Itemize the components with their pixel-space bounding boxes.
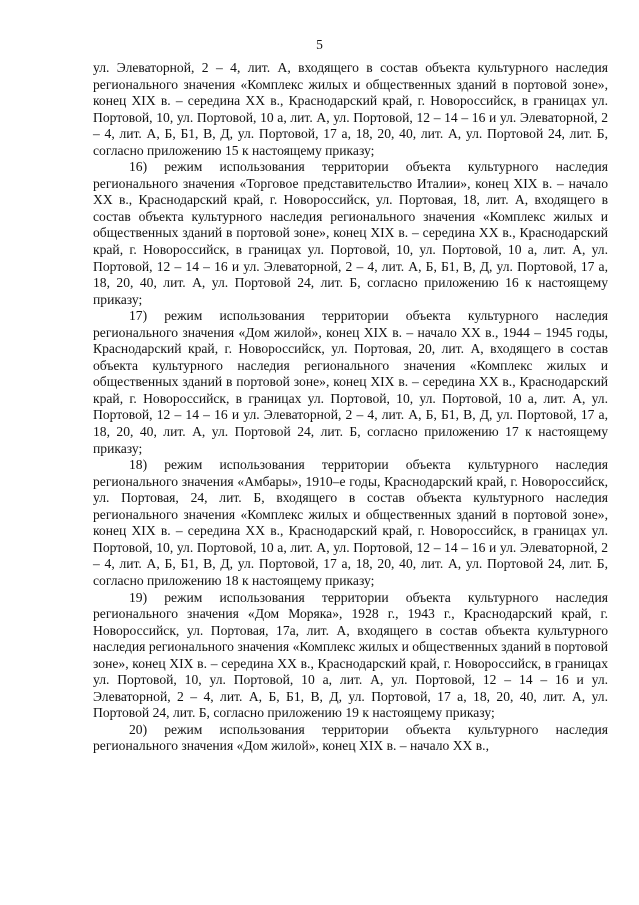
page-number: 5 <box>316 37 323 52</box>
body-text <box>93 60 608 755</box>
paragraph-item-17: 17) режим использования территории объекта культурного наследия регионального значения «Дом жилой», конец XIX в. – начало XX в., 1944 – 1945 годы, Краснодарский край, г. Новороссийск, ул. Портовая, 20, лит. А, входящего в состав объекта культурного наследия регионального значения «Комплекс жилых и общественных зданий в портовой зоне», конец XIX в. – середина XX в., Краснодарский край, г. Новороссийск, в границах ул. Портовой, 10, ул. Портовой, 10 а, лит. А, ул. Портовой, 12 – 14 – 16 и ул. Элеваторной, 2 – 4, лит. А, Б, Б1, В, Д, ул. Портовой, 17 а, 18, 20, 40, лит. А, ул. Портовой 24, лит. Б, согласно приложению 17 к настоящему приказу; <box>93 308 608 456</box>
paragraph-item-19: 19) режим использования территории объекта культурного наследия регионального значения «Дом Моряка», 1928 г., 1943 г., Краснодарский край, г. Новороссийск, ул. Портовая, 17а, лит. А, входящего в состав объекта культурного наследия регионального значения «Комплекс жилых и общественных зданий в портовой зоне», конец XIX в. – середина XX в., Краснодарский край, г. Новороссийск, в границах ул. Портовой, 10, ул. Портовой, 10 а, лит. А, ул. Портовой, 12 – 14 – 16 и ул. Элеваторной, 2 – 4, лит. А, Б, Б1, В, Д, ул. Портовой, 17 а, 18, 20, 40, лит. А, ул. Портовой 24, лит. Б, согласно приложению 19 к настоящему приказу; <box>93 589 608 721</box>
paragraph-continuation-15: ул. Элеваторной, 2 – 4, лит. А, входящего в состав объекта культурного наследия регионального значения «Комплекс жилых и общественных зданий в портовой зоне», конец XIX в. – середина XX в., Краснодарский край, г. Новороссийск, в границах ул. Портовой, 10, ул. Портовой, 10 а, лит. А, ул. Портовой, 12 – 14 – 16 и ул. Элеваторной, 2 – 4, лит. А, Б, Б1, В, Д, ул. Портовой, 17 а, 18, 20, 40, лит. А, ул. Портовой 24, лит. Б, согласно приложению 15 к настоящему приказу; <box>93 60 608 158</box>
paragraph-item-16: 16) режим использования территории объекта культурного наследия регионального значения «Торговое представительство Италии», конец XIX в. – начало XX в., Краснодарский край, г. Новороссийск, ул. Портовая, 18, лит. А, входящего в состав объекта культурного наследия регионального значения «Комплекс жилых и общественных зданий в портовой зоне», конец XIX в. – середина XX в., Краснодарский край, г. Новороссийск, в границах ул. Портовой, 10, ул. Портовой, 10 а, лит. А, ул. Портовой, 12 – 14 – 16 и ул. Элеваторной, 2 – 4, лит. А, Б, Б1, В, Д, ул. Портовой, 17 а, 18, 20, 40, лит. А, ул. Портовой 24, лит. Б, согласно приложению 16 к настоящему приказу; <box>93 159 608 307</box>
paragraph-item-18: 18) режим использования территории объекта культурного наследия регионального значения «Амбары», 1910–е годы, Краснодарский край, г. Новороссийск, ул. Портовая, 24, лит. Б, входящего в состав объекта культурного наследия регионального значения «Комплекс жилых и общественных зданий в портовой зоне», конец XIX в. – середина XX в., Краснодарский край, г. Новороссийск, в границах ул. Портовой, 10, ул. Портовой, 10 а, лит. А, ул. Портовой, 12 – 14 – 16 и ул. Элеваторной, 2 – 4, лит. А, Б, Б1, В, Д, ул. Портовой, 17 а, 18, 20, 40, лит. А, ул. Портовой 24, лит. Б, согласно приложению 18 к настоящему приказу; <box>93 457 608 588</box>
paragraph-item-20: 20) режим использования территории объекта культурного наследия регионального значения «Дом жилой», конец XIX в. – начало XX в., <box>93 721 608 754</box>
